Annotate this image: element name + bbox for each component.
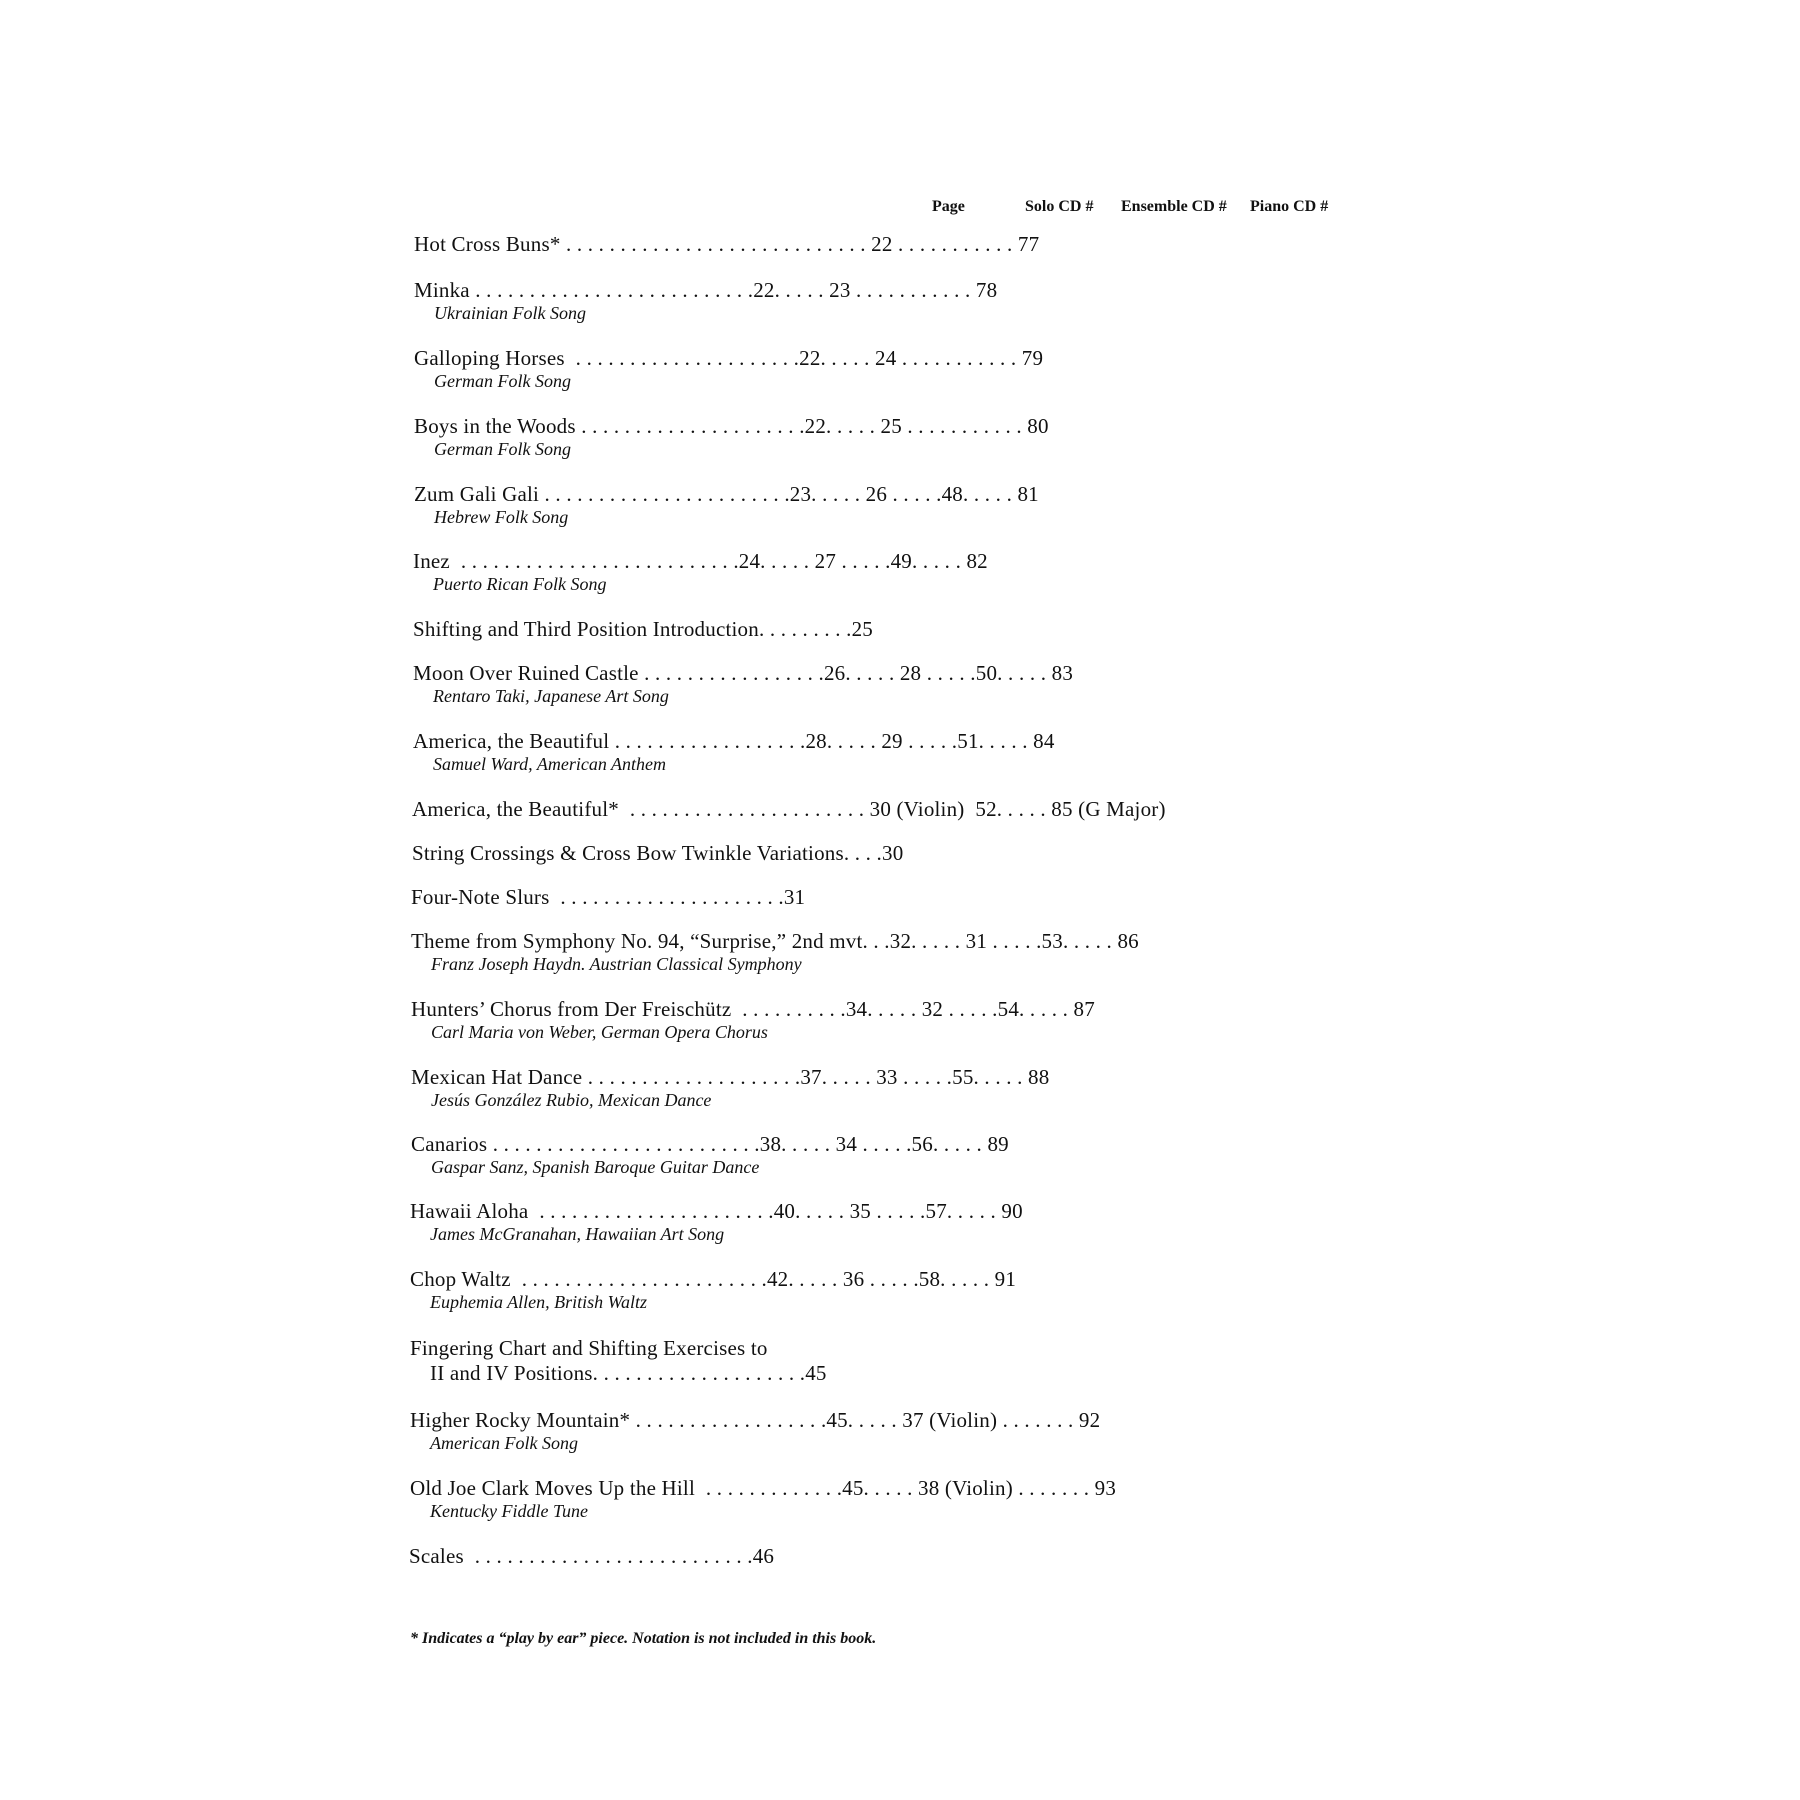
entry-composer-subtitle: American Folk Song xyxy=(430,1433,578,1453)
header-piano-cd: Piano CD # xyxy=(1250,198,1329,215)
header-page: Page xyxy=(932,198,965,215)
entry-composer-subtitle: Puerto Rican Folk Song xyxy=(433,574,607,594)
entry-title-line: Galloping Horses . . . . . . . . . . . . . . . . . . . . .22. . . . . 24 . . . . . . . . . . . 79 xyxy=(414,346,1044,370)
footnote: * Indicates a “play by ear” piece. Notation is not included in this book. xyxy=(410,1630,877,1647)
entry-composer-subtitle: Euphemia Allen, British Waltz xyxy=(430,1292,648,1312)
entry-composer-subtitle: Franz Joseph Haydn. Austrian Classical Symphony xyxy=(431,954,802,974)
entry-composer-subtitle: Samuel Ward, American Anthem xyxy=(433,754,666,774)
entry-composer-subtitle: Carl Maria von Weber, German Opera Chorus xyxy=(431,1022,768,1042)
entry-composer-subtitle: Kentucky Fiddle Tune xyxy=(430,1501,588,1521)
entry-composer-subtitle: Rentaro Taki, Japanese Art Song xyxy=(433,686,669,706)
entry-title-line-continued: II and IV Positions. . . . . . . . . . . . . . . . . . . .45 xyxy=(430,1361,827,1385)
entry-composer-subtitle: Ukrainian Folk Song xyxy=(434,303,586,323)
entry-title-line: Shifting and Third Position Introduction. . . . . . . . .25 xyxy=(413,617,873,641)
entry-composer-subtitle: Hebrew Folk Song xyxy=(434,507,569,527)
entry-title-line: Boys in the Woods . . . . . . . . . . . . . . . . . . . . .22. . . . . 25 . . . . . . . . . . . 80 xyxy=(414,414,1049,438)
header-solo-cd: Solo CD # xyxy=(1025,198,1094,215)
entry-title-line: America, the Beautiful* . . . . . . . . . . . . . . . . . . . . . . 30 (Violin) 52. . . . . 85 (G Major) xyxy=(412,797,1166,821)
entry-composer-subtitle: Jesús González Rubio, Mexican Dance xyxy=(431,1090,712,1110)
entry-title-line: Chop Waltz . . . . . . . . . . . . . . . . . . . . . . .42. . . . . 36 . . . . .58. . . . . 91 xyxy=(410,1267,1017,1291)
entry-title-line: Hot Cross Buns* . . . . . . . . . . . . . . . . . . . . . . . . . . . . 22 . . . . . . . . . . . 77 xyxy=(414,232,1040,256)
entry-title-line: Canarios . . . . . . . . . . . . . . . . . . . . . . . . .38. . . . . 34 . . . . .56. . . . . 89 xyxy=(411,1132,1009,1156)
entry-title-line: Old Joe Clark Moves Up the Hill . . . . . . . . . . . . .45. . . . . 38 (Violin) . . . . . . . 93 xyxy=(410,1476,1117,1500)
entry-title-line: Zum Gali Gali . . . . . . . . . . . . . . . . . . . . . . .23. . . . . 26 . . . . .48. . . . . 81 xyxy=(414,482,1039,506)
entry-title-line: Mexican Hat Dance . . . . . . . . . . . . . . . . . . . .37. . . . . 33 . . . . .55. . . . . 88 xyxy=(411,1065,1050,1089)
entry-composer-subtitle: James McGranahan, Hawaiian Art Song xyxy=(430,1224,725,1244)
entry-title-line: Fingering Chart and Shifting Exercises to xyxy=(410,1336,768,1360)
entry-title-line: America, the Beautiful . . . . . . . . . . . . . . . . . .28. . . . . 29 . . . . .51. . . . . 84 xyxy=(413,729,1055,753)
entry-composer-subtitle: German Folk Song xyxy=(434,371,571,391)
entry-title-line: Hawaii Aloha . . . . . . . . . . . . . . . . . . . . . .40. . . . . 35 . . . . .57. . . . . 90 xyxy=(410,1199,1023,1223)
entry-title-line: Higher Rocky Mountain* . . . . . . . . . . . . . . . . . .45. . . . . 37 (Violin) . . . . . . . 92 xyxy=(410,1408,1101,1432)
entry-title-line: Moon Over Ruined Castle . . . . . . . . . . . . . . . . .26. . . . . 28 . . . . .50. . . . . 83 xyxy=(413,661,1074,685)
entry-title-line: Inez . . . . . . . . . . . . . . . . . . . . . . . . . .24. . . . . 27 . . . . .49. . . . . 82 xyxy=(413,549,988,573)
header-ensemble-cd: Ensemble CD # xyxy=(1121,198,1227,215)
entry-composer-subtitle: Gaspar Sanz, Spanish Baroque Guitar Dance xyxy=(431,1157,760,1177)
entry-title-line: Theme from Symphony No. 94, “Surprise,” 2nd mvt. . .32. . . . . 31 . . . . .53. . . . . 86 xyxy=(411,929,1139,953)
entry-title-line: Four-Note Slurs . . . . . . . . . . . . . . . . . . . . .31 xyxy=(411,885,806,909)
entry-title-line: Hunters’ Chorus from Der Freischütz . . . . . . . . . .34. . . . . 32 . . . . .54. . . . . 87 xyxy=(411,997,1095,1021)
entry-title-line: Scales . . . . . . . . . . . . . . . . . . . . . . . . . .46 xyxy=(409,1544,775,1568)
entry-composer-subtitle: German Folk Song xyxy=(434,439,571,459)
entry-title-line: String Crossings & Cross Bow Twinkle Variations. . . .30 xyxy=(412,841,904,865)
entry-title-line: Minka . . . . . . . . . . . . . . . . . . . . . . . . . .22. . . . . 23 . . . . . . . . . . . 78 xyxy=(414,278,998,302)
